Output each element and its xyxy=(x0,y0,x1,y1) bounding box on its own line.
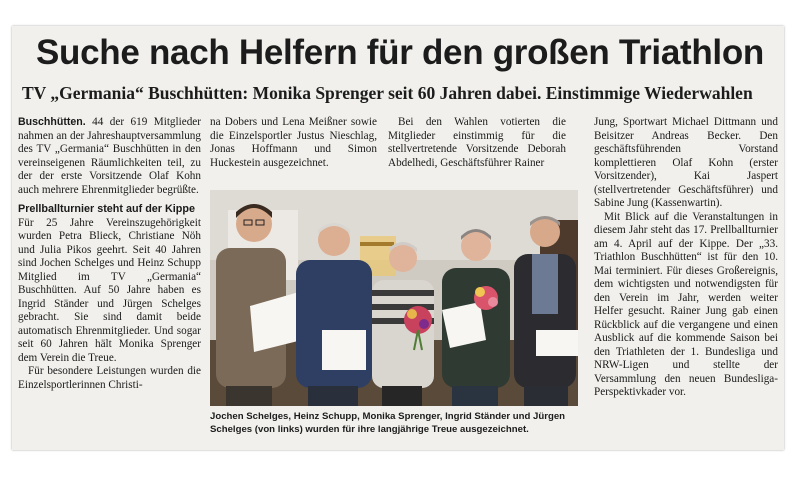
board-paragraph: Jung, Sportwart Michael Dittmann und Beisitzer Andreas Becker. Den geschäftsführenden Vorstand komplettieren Olaf Kohn (erster Vorsitzender), Kai Jaspert (stellvertretender Geschäftsführer) und Sabine Jung (Kassenwartin). xyxy=(594,116,778,209)
group-photo-illustration xyxy=(210,190,578,406)
intro-paragraph xyxy=(18,116,201,197)
honors-paragraph: Für 25 Jahre Vereinszugehörigkeit wurden Petra Blieck, Christiane Nöh und Julia Pikos geehrt. Seit 40 Jahren sind Jochen Schelges und Heinz Schupp Mitglied im TV „Germania“ Buschhütten. Auf 50 Jahre haben es Ingrid Ständer und Jürgen Schelges gebracht. Sie sind damit beide automatisch Ehrenmitglieder. Und sogar seit 60 Jahren hält Monika Sprenger dem Verein die Treue. xyxy=(18,216,201,364)
article-column-3 xyxy=(388,116,566,170)
intro-text: 44 der 619 Mitglieder nahmen an der Jahreshauptversammlung des TV „Germania“ Buschhütten in den vereinseigenen Räumlichkeiten teil, zu der der erste Vorsitzende Olaf Kohn auch mehrere Ehrenmitglieder begrüßte. xyxy=(18,116,201,196)
athletes-paragraph: na Dobers und Lena Meißner sowie die Einzelsportler Justus Nieschlag, Jonas Hoffmann und Simon Huckestein ausgezeichnet. xyxy=(210,116,377,169)
article-column-4 xyxy=(594,116,778,400)
elections-paragraph: Bei den Wahlen votierten die Mitglieder einstimmig für die stellvertretende Vorsitzende Deborah Abdelhedi, Geschäftsführer Rainer xyxy=(388,116,566,169)
dateline: Buschhütten. xyxy=(18,116,86,128)
section-heading: Prellballturnier steht auf der Kippe xyxy=(18,203,195,215)
article-column-2 xyxy=(210,116,377,170)
achievements-paragraph: Für besondere Leistungen wurden die Einzelsportlerinnen Christi- xyxy=(18,365,201,391)
events-paragraph: Mit Blick auf die Veranstaltungen in diesem Jahr steht das 17. Prellballturnier am 4. April auf der Kippe. Der „33. Triathlon Buschhütten“ ist für den 10. Mai terminiert. Für dieses Großereignis, dem wichtigsten und notwendigsten für den Verein im Jahr, werden weiter Helfer gesucht. Rainer Jung gab einen Rückblick auf die vergangene und einen Ausblick auf die kommende Saison bei den Triathleten der 1. Bundesliga und NRW-Ligen und stellte der Versammlung den neuen Bundesliga- Perspektivkader vor. xyxy=(594,210,778,398)
newspaper-clipping xyxy=(12,26,784,450)
subheadline: TV „Germania“ Buschhütten: Monika Sprenger seit 60 Jahren dabei. Einstimmige Wiederwahlen xyxy=(22,83,753,103)
headline: Suche nach Helfern für den großen Triathlon xyxy=(35,33,764,72)
article-column-1 xyxy=(18,116,201,392)
photo-caption: Jochen Schelges, Heinz Schupp, Monika Sprenger, Ingrid Ständer und Jürgen Schelges (von links) wurden für ihre langjährige Treue ausgezeichnet. xyxy=(210,411,566,435)
group-photo xyxy=(210,190,578,406)
